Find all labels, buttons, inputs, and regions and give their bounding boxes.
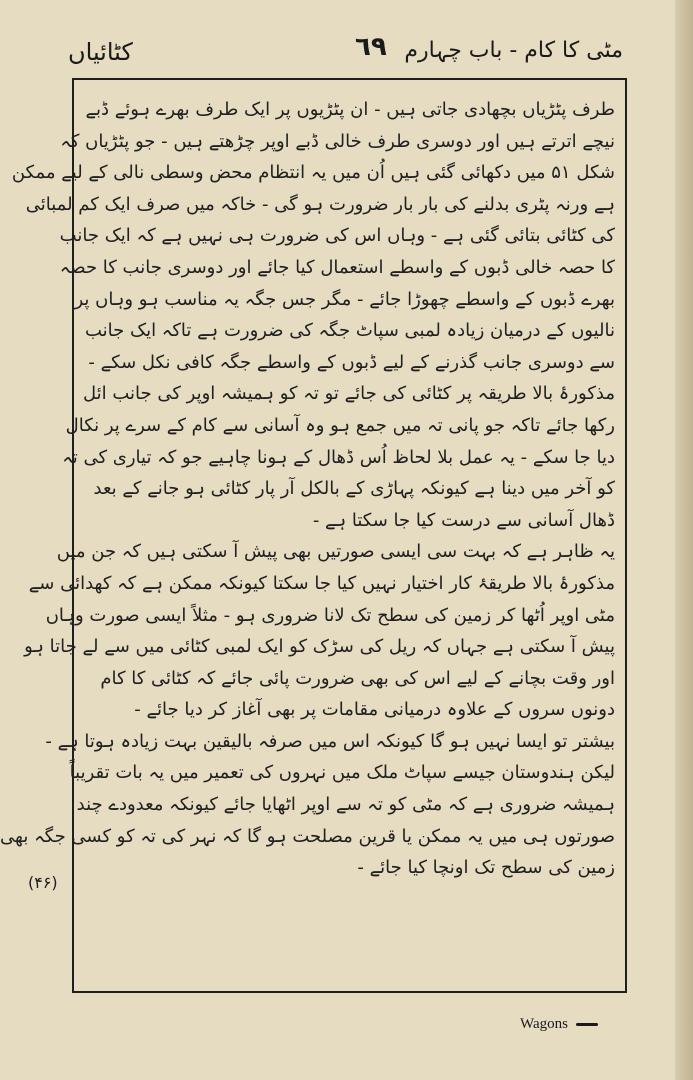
text-line: کا حصہ خالی ڈبوں کے واسطے استعمال کیا جائے اور دوسری جانب کا حصہ: [59, 256, 615, 278]
text-line: بھرے ڈبوں کے واسطے چھوڑا جائے - مگر جس جگہ یہ مناسب ہو وہاں پر: [74, 288, 615, 310]
text-line: نیچے اترتے ہیں اور دوسری طرف خالی ڈبے اوپر چڑھتے ہیں - جو پٹڑیاں کہ: [60, 130, 615, 152]
text-line: زمین کی سطح تک اونچا کیا جائے -: [357, 857, 615, 879]
margin-note: (۴۶): [28, 873, 58, 892]
text-line: یہ ظاہر ہے کہ بہت سی ایسی صورتیں بھی پیش آ سکتی ہیں کہ جن میں: [56, 541, 615, 563]
text-line: رکھا جائے تاکہ جو پانی تہ میں جمع ہو وہ آسانی سے کام کے سرے پر نکال: [65, 414, 615, 436]
header-section-title: کٹائیاں: [68, 38, 133, 66]
text-line: کی کٹائی بتائی گئی ہے - وہاں اس کی ضرورت ہی نہیں ہے کہ ایک جانب: [59, 225, 615, 247]
text-line: کو آخر میں دینا ہے کیونکہ پہاڑی کے بالکل آر پار کٹائی ہو جانے کے بعد: [93, 478, 615, 500]
text-line: ہے ورنہ پٹری بدلنے کی بار بار ضرورت ہو گی - خاکہ میں صرف ایک کم لمبائی: [25, 193, 615, 215]
text-line: مذکورۂ بالا طریقۂ کار اختیار نہیں کیا جا سکتا کیونکہ ممکن ہے کہ کھدائی سے: [28, 572, 615, 594]
text-line: صورتوں ہی میں یہ ممکن یا قرین مصلحت ہو گا کہ نہر کی تہ کو کسی جگہ بھی: [0, 825, 615, 847]
page-number: ٦٩: [355, 32, 387, 62]
text-line: پیش آ سکتی ہے جہاں کہ ریل کی سڑک کو ایک لمبی کٹائی میں سے لے جاتا ہو: [24, 636, 615, 658]
text-line: نالیوں کے درمیان زیادہ لمبی سپاٹ جگہ کی ضرورت ہے تاکہ ایک جانب: [84, 320, 615, 342]
text-line: مٹی اوپر اُٹھا کر زمین کی سطح تک لانا ضروری ہو - مثلاً ایسی صورت وہاں: [45, 604, 615, 626]
text-line: اور وقت بچانے کے لیے اس کی بھی ضرورت پائی جائے کہ کٹائی کا کام: [100, 667, 615, 689]
footnote-word: Wagons: [520, 1016, 568, 1032]
text-line: مذکورۂ بالا طریقہ پر کٹائی کی جائے تو تہ کو ہمیشہ اوپر کی جانب ائل: [82, 383, 615, 405]
text-line: دیا جا سکے - یہ عمل بلا لحاظ اُس ڈھال کے ہونا چاہیے جو کہ تیاری کی تہ: [62, 446, 615, 468]
running-header: [60, 30, 633, 70]
text-line: دونوں سروں کے علاوہ درمیانی مقامات پر بھی آغاز کر دیا جائے -: [134, 699, 615, 721]
text-line: طرف پٹڑیاں بچھادی جاتی ہیں - ان پٹڑیوں پر ایک طرف بھرے ہوئے ڈبے: [85, 99, 615, 120]
footnote: [520, 1016, 598, 1033]
text-line: شکل ۵۱ میں دکھائی گئی ہیں اُن میں یہ انتظام محض وسطی نالی کے لیے ممکن: [11, 162, 615, 184]
text-line: سے دوسری جانب گذرنے کے لیے ڈبوں کے واسطے جگہ کافی نکل سکے -: [88, 351, 615, 373]
text-line: ڈھال آسانی سے درست کیا جا سکتا ہے -: [312, 509, 615, 531]
text-line: لیکن ہندوستان جیسے سپاٹ ملک میں نہروں کی تعمیر میں یہ بات تقریباً: [69, 762, 615, 784]
page-edge: [675, 0, 693, 1080]
header-chapter-title: مٹی کا کام - باب چہارم: [404, 38, 623, 63]
footnote-mark: [576, 1023, 598, 1026]
text-line: بیشتر تو ایسا نہیں ہو گا کیونکہ اس میں صرفہ بالیقین بہت زیادہ ہوتا ہے -: [45, 730, 615, 752]
text-line: ہمیشہ ضروری ہے کہ مٹی کو تہ سے اوپر اٹھایا جائے کیونکہ معدودے چند: [76, 794, 615, 816]
